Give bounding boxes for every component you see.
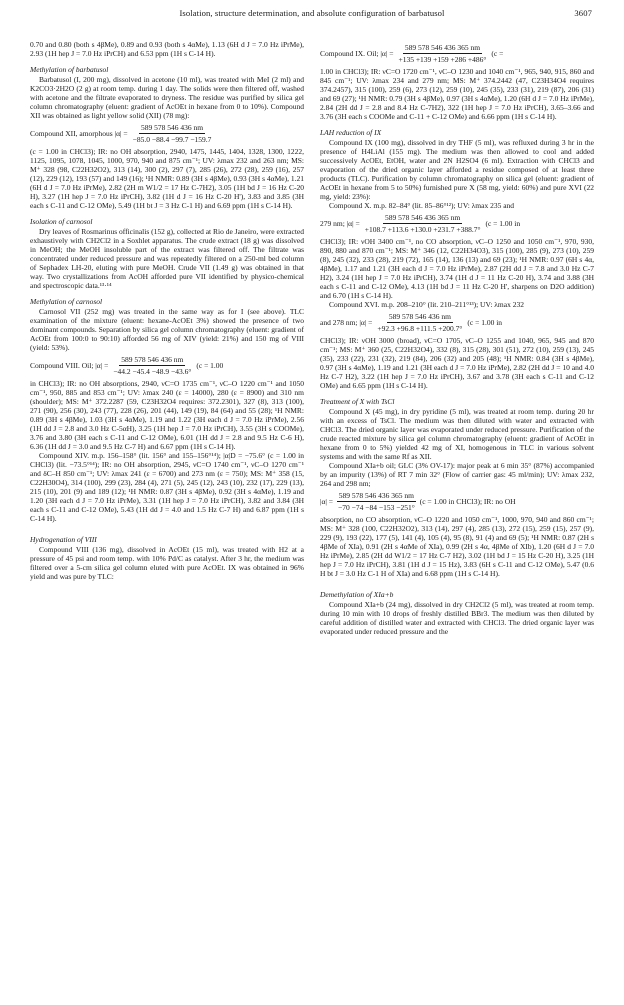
section-heading: Methylation of barbatusol — [30, 65, 109, 74]
section-heading: Hydrogenation of VIII — [30, 535, 97, 544]
section-heading: LAH reduction of IX — [320, 128, 382, 137]
paragraph: Compound VIII (136 mg), dissolved in AcOEt (15 ml), was treated with H2 at a pressure of 45 psi and room temp. with 10% Pd/C as catalyst. After 3 hr, the medium was filtered over a 5-cm silica gel column eluted with pure AcOEt. IX was obtained in 96% yield and was pure by TLC: — [30, 545, 304, 581]
rotation-fraction — [396, 43, 488, 64]
paragraph: Compound X (45 mg), in dry pyridine (5 ml), was treated at room temp. during 20 hr with an excess of TsCl. The medium was then diluted with water and extracted with CHCl3. The dried organic layer was evaporated under reduced pressure. Purification of the crude reacted mixture by silica gel column chromatography (eluent: gradient of AcOEt in hexane from 0 to 5%) yielded 42 mg of XI, homogenous in TLC in various solvent systems and with the same Rf as XII. — [320, 407, 594, 461]
rotation-trail: (c = 1.00 in CHCl3); IR: no OH — [419, 497, 516, 506]
rotation-trail: (c = 1.00 — [196, 361, 224, 370]
rotation-lead: Compound XII, amorphous |α| = — [30, 129, 128, 138]
optical-rotation — [320, 43, 594, 64]
running-header — [30, 6, 594, 28]
rotation-values: +135 +139 +159 +286 +486° — [398, 55, 487, 64]
optical-rotation — [320, 213, 594, 234]
rotation-trail: (c = — [491, 49, 504, 58]
rotation-values: −70 −74 −84 −153 −251° — [338, 503, 415, 512]
optical-rotation — [30, 355, 304, 376]
rotation-wavelengths: 589 578 546 436 nm — [121, 355, 184, 364]
page-number: 3607 — [574, 8, 592, 18]
optical-rotation — [30, 123, 304, 144]
paragraph: 0.70 and 0.80 (both s 4βMe), 0.89 and 0.93 (both s 4αMe), 1.13 (6H d J = 7.0 Hz iPrMe), 2.93 (1H hep J = 7.0 Hz iPrCH) and 6.53 ppm (1H s C-14 H). — [30, 40, 304, 58]
section-heading: Isolation of carnosol — [30, 217, 93, 226]
paragraph: absorption, no CO absorption, νC–O 1220 and 1050 cm⁻¹, 1000, 970, 940 and 860 cm⁻¹; MS: M⁺ 328 (100, C22H32O2), 313 (14), 297 (4), 285 (13), 272 (15), 259 (15), 257 (9), 229 (9), 193 (22), 177 (5), 141 (4), 105 (4), 95 (8), 91 (4) and 69 (5); ¹H NMR: 0.87 (2H s 4βMe of XIa), 0.91 (2H s 4αMe of XIa), 0.99 (2H s 4α, 4βMe of XIb), 1.20 (6H d J = 7.0 Hz iPrMe), 2.85 (2H dd W1/2 = 17 Hz C-7 H2), 3.02 (1H bd J = 15 Hz C-20 H), 3.25 (1H hep J = 7.0 Hz iPrCH), 3.81 (1H d J = 15 Hz), 3.83 (6H s C-11 and C-12 OMe), 5.47 (0.6 H bt J = 3.0 Hz C-1 H of XIa) and 6.68 ppm (1H s C-14 H). — [320, 515, 594, 578]
paragraph: in CHCl3); IR: no OH absorptions, 2940, νC=O 1735 cm⁻¹, νC–O 1220 cm⁻¹ and 1050 cm⁻¹, 950, 885 and 853 cm⁻¹; UV: λmax 240 (ε = 14000), 280 (ε = 8900) and 310 nm (shoulder); MS: M⁺ 372.2287 (59, C23H32O4 requires: 372.2301), 327 (8), 313 (100), 271 (90), 256 (30), 243 (77), 228 (26), 201 (44), 149 (19), 84 (64) and 55 (28); ¹H NMR: 0.89 (3H s 4βMe), 1.03 (3H s 4αMe), 1.19 and 1.22 (3H each d J = 7.0 Hz iPrMe), 2.56 (1H dd J = 2.8 and 3.0 Hz C-5αH), 3.25 (1H hep J = 7.0 Hz iPrCH), 3.55 (3H s COOMe), 3.76 and 3.80 (3H each s C-11 and C-12 OMe), 6.01 (1H dd J = 2.8 and 9.5 Hz C-6 H), 6.36 (1H dd J = 3.0 and 9.5 Hz C-7 H) and 6.67 ppm (1H s C-14 H). — [30, 379, 304, 451]
rotation-trail: (c = 1.00 in — [467, 318, 503, 327]
rotation-fraction — [336, 491, 417, 512]
rotation-lead: and 278 nm; |α| = — [320, 318, 373, 327]
optical-rotation — [320, 312, 594, 333]
rotation-fraction — [363, 213, 483, 234]
rotation-fraction — [111, 355, 193, 376]
section-heading: Demethylation of XIa+b — [320, 590, 394, 599]
paragraph: Compound XIa+b (24 mg), dissolved in dry CH2Cl2 (5 ml), was treated at room temp. during 10 min with 10 drops of freshly distilled BBr3. The medium was then diluted by careful addition of distilled water and extracted with CHCl3. The dried organic layer was evaporated under reduced pressure and the — [320, 600, 594, 636]
paragraph: Compound IX (100 mg), dissolved in dry THF (5 ml), was refluxed during 3 hr in the presence of H4LiAl (155 mg). The medium was then allowed to cool and added successively AcOEt, EtOH, water and 2N H2SO4 (6 ml). Extraction with CHCl3 and evaporation of the dried organic layer afforded a residue composed of at least three products (TLC). Purification by column chromatography on silica gel (eluent: gradient of AcOEt in hexane from 5 to 50%) furnished pure X (58 mg, yield: 60%) and pure XVI (22 mg, yield: 23%): — [320, 138, 594, 201]
rotation-wavelengths: 589 578 546 436 nm — [140, 123, 204, 132]
rotation-values: −44.2 −45.4 −48.9 −43.6° — [113, 367, 192, 376]
paragraph: CHCl3); IR: νOH 3400 cm⁻¹, no CO absorption, νC–O 1250 and 1050 cm⁻¹, 970, 930, 890, 880 and 870 cm⁻¹; MS: M⁺ 346 (12, C22H34O3), 315 (100), 285 (9), 273 (10), 259 (8), 245 (32), 233 (28), 219 (72), 165 (14), 136 (13) and 69 (23); ¹H NMR: 0.97 (6H s 4α, 4βMe), 1.17 and 1.21 (3H each d J = 7.0 Hz iPrMe), 2.87 (2H dd J = 7.8 and 3.0 Hz C-7 H2), 3.24 (1H hep J = 7.0 Hz iPrCH), 3.74 (1H d J = 11 Hz C-20 H), 3.74 and 3.88 (3H each s C-11 and C-12 OMe), 4.13 (1H bd J = 11 Hz C-20 H', sharpens on D2O addition) and 6.70 (1H s C-14 H). — [320, 237, 594, 300]
optical-rotation — [320, 491, 594, 512]
right-column — [320, 40, 594, 636]
rotation-lead: |α| = — [320, 497, 334, 506]
rotation-fraction — [131, 123, 214, 144]
rotation-lead: 279 nm; |α| = — [320, 219, 360, 228]
left-column — [30, 40, 304, 636]
paragraph: 1.00 in CHCl3); IR: νC=O 1720 cm⁻¹, νC–O 1230 and 1040 cm⁻¹, 965, 940, 915, 860 and 845 cm⁻¹; UV: λmax 234 and 279 nm; MS: M⁺ 374.2442 (47, C23H34O4 requires 374.2457), 315 (100), 259 (6), 273 (12), 259 (10), 245 (35), 233 (31), 219 (87), 206 (31) and 69 (27); ¹H NMR: 0.79 (3H s 4βMe), 0.97 (3H s 4αMe), 1.20 (6H d J = 7.0 Hz iPrMe), 2.84 (2H dd J = 2.8 and 8.4 Hz C-7H2), 322 (1H hep J = 7.0 Hz iPrCH), 3.65–3.66 and 3.76 (3H each s COOMe and C-11 + C-12 OMe) and 6.66 ppm (1H s C-14 H). — [320, 67, 594, 121]
rotation-wavelengths: 589 578 546 436 365 nm — [338, 491, 414, 500]
rotation-values: +92.3 +96.8 +111.5 +200.7° — [377, 324, 463, 333]
body-columns — [30, 40, 594, 636]
rotation-wavelengths: 589 578 546 436 nm — [388, 312, 451, 321]
section-heading: Treatment of X with TsCl — [320, 397, 395, 406]
rotation-trail: (c = 1.00 in — [485, 219, 521, 228]
rotation-fraction — [375, 312, 464, 333]
rotation-values: +108.7 +113.6 +130.0 +231.7 +388.7° — [364, 225, 481, 234]
rotation-lead: Compound IX. Oil; |α| = — [320, 49, 394, 58]
section-heading: Methylation of carnosol — [30, 297, 103, 306]
paragraph: Carnosol VII (252 mg) was treated in the same way as for I (see above). TLC examination of the mixture (eluent: hexane-AcOEt 3%) showed the presence of two dominant compounds. Separation by silica gel column chromatography (eluent: gradient of AcOEt from 100:0 to 90:10) afforded 56 mg of XIV (yield: 21%) and 150 mg of VIII (yield: 53%). — [30, 307, 304, 352]
paragraph: CHCl3); IR: νOH 3000 (broad), νC=O 1705, νC–O 1255 and 1040, 965, 945 and 870 cm⁻¹; MS: M⁺ 360 (25, C22H32O4), 332 (8), 315 (28), 301 (51), 272 (10), 259 (13), 245 (35), 233 (22), 231 (32), 219 (84), 206 (32) and 205 (48); ¹H NMR: 0.84 (3H s 4βMe), 0.97 (3H s 4αMe), 1.19 and 1.21 (3H each d J = 7.0 Hz iPrMe), 2.82 (2H dd J = 10 and 4.0 Hz C-7 H2), 3.22 (1H hep J = 7.0 Hz iPrCH), 3.67 and 3.78 (3H each s C-11 and C-12 OMe) and 6.65 ppm (1H s C-14 H). — [320, 336, 594, 390]
paragraph: Dry leaves of Rosmarinus officinalis (152 g), collected at Rio de Janeiro, were extracted exhaustively with CH2Cl2 in a Soxhlet apparatus. The crude extract (18 g) was dissolved in MeOH; the MeOH insoluble part of the extract was filtered off. The filtrate was concentrated under reduced pressure and was repeatedly filtered on a 250-ml bed column of Sephadex LH-20, eluting with pure MeOH. Crude VII (1.49 g) was obtained in that way. Two crystallizations from AcOH afforded pure VII identified by physico-chemical and spectroscopic data.¹³·¹⁴ — [30, 227, 304, 290]
paragraph: Barbatusol (I, 200 mg), dissolved in acetone (10 ml), was treated with MeI (2 ml) and K2CO3·2H2O (2 g) at room temp. during 1 day. The solids were then filtered off, washed with acetone and the filtrate evaporated to dryness. The residue was purified by silica gel column chromatography (eluent: gradient of AcOEt in hexane from 0 to 10%). Compound XII was obtained as light yellow solid (XII) (78 mg): — [30, 75, 304, 120]
paragraph: Compound X. m.p. 82–84° (lit. 85–86°¹²); UV: λmax 235 and — [329, 201, 515, 210]
rotation-wavelengths: 589 578 546 436 365 nm — [384, 213, 461, 222]
paragraph: Compound XIV. m.p. 156–158° (lit. 156° and 155–156°¹⁴); |α|D = −75.6° (c = 1.00 in CHCl3) (lit. −73.5°¹⁴); IR: no OH absorption, 2945, νC=O 1740 cm⁻¹, νC–O 1270 cm⁻¹ and δC–H 850 cm⁻¹; UV: λmax 241 (ε = 6700) and 273 nm (ε = 750); MS: M⁺ 358 (15, C22H30O4), 314 (100), 299 (23), 284 (4), 271 (5), 245 (12), 243 (10), 232 (17), 229 (13), 215 (10), 201 (9) and 189 (12); ¹H NMR: 0.87 (3H s 4βMe), 0.92 (3H s 4αMe), 1.19 and 1.20 (3H each d J = 7.0 Hz iPrMe), 3.31 (1H hep J = 7.0 Hz iPrCH), 3.82 and 3.84 (3H each s C-11 and C-12 OMe), 5.43 (1H dd J = 4.0 and 1.5 Hz C-7 H) and 6.87 ppm (1H s C-14 H). — [30, 451, 304, 523]
paragraph: Compound XIa+b oil; GLC (3% OV-17): major peak at 6 min 35° (87%) accompanied by an impurity (13%) of RT 7 min 32° (Flow of carrier gas: 45 ml/min); UV: λmax 232, 264 and 298 nm; — [320, 461, 594, 488]
rotation-lead: Compound VIII. Oil; |α| = — [30, 361, 109, 370]
paragraph: Compound XVI. m.p. 208–210° (lit. 210–211°¹³); UV: λmax 232 — [329, 300, 524, 309]
running-title: Isolation, structure determination, and absolute configuration of barbatusol — [179, 8, 445, 18]
paragraph: (c = 1.00 in CHCl3); IR: no OH absorption, 2940, 1475, 1445, 1404, 1328, 1300, 1222, 1125, 1095, 1078, 1045, 1000, 970, 940 and 875 cm⁻¹; UV: λmax 232 and 263 nm; MS: M⁺ 328 (98, C22H32O2), 313 (14), 300 (2), 297 (7), 285 (26), 272 (28), 259 (16), 257 (12), 229 (12), 193 (57) and 149 (16); ¹H NMR: 0.89 (3H s 4βMe), 0.93 (3H s 4αMe), 1.21 (6H d J = 7.0 Hz iPrMe), 2.82 (2H m W1/2 = 17 Hz C-7H2), 3.05 (1H bd J = 16 Hz C-20 H), 3.27 (1H hep J = 7.0 Hz iPrCH), 3.82 (1H d J = 16 Hz C-20 H'), 3.83 and 3.85 (3H each s C-11 and C-12 OMe), 5.49 (1H bt J = 3 Hz C-1 H) and 6.69 ppm (1H s C-14 H). — [30, 147, 304, 210]
rotation-values: −85.0 −88.4 −99.7 −159.7 — [132, 135, 212, 144]
rotation-wavelengths: 589 578 546 436 365 nm — [404, 43, 481, 52]
